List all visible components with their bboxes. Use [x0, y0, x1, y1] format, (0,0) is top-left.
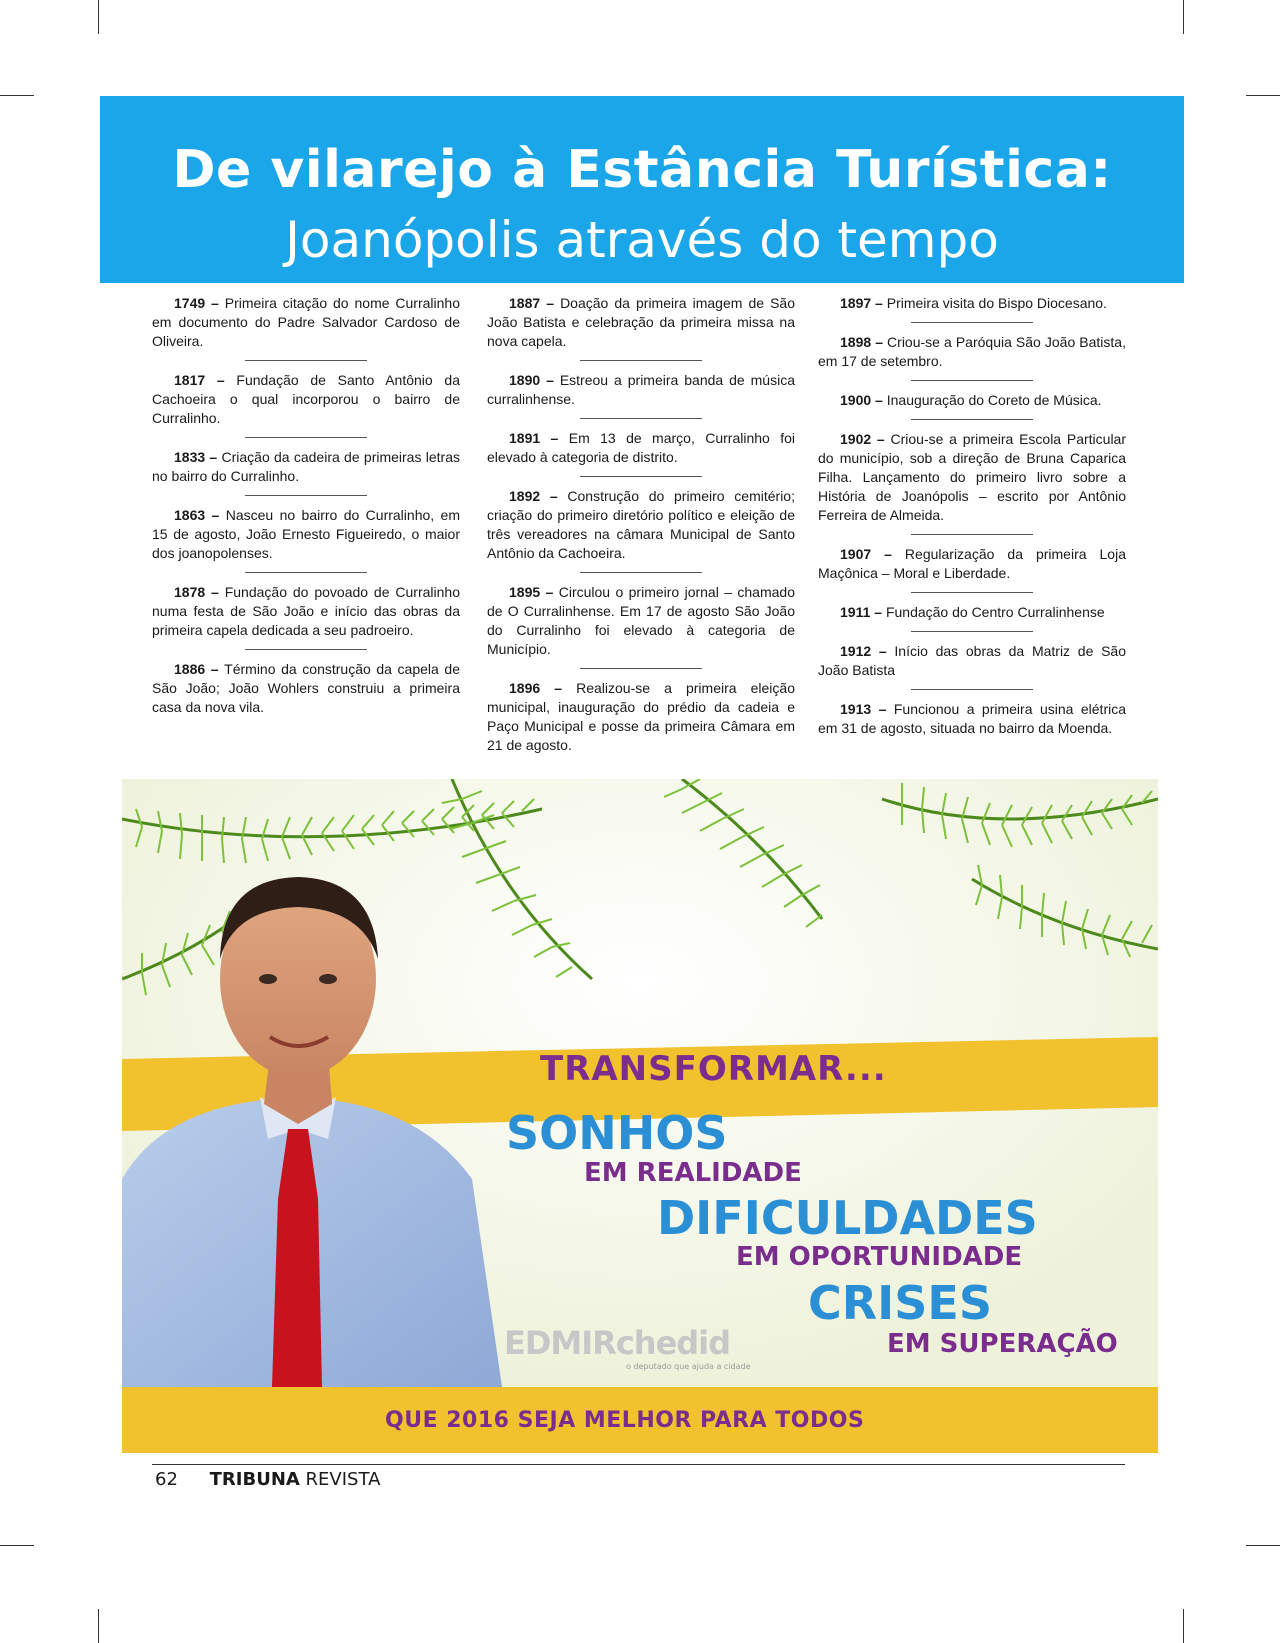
- magazine-section: REVISTA: [305, 1469, 381, 1490]
- logo-wordmark: EDMIRchedid: [504, 1324, 731, 1362]
- article-header: [100, 96, 1184, 283]
- advertisement: [122, 779, 1158, 1453]
- timeline-entry: [818, 642, 1126, 680]
- timeline-entry: [818, 603, 1126, 622]
- timeline-year: 1897 –: [840, 295, 887, 311]
- timeline-year: 1886 –: [174, 661, 224, 677]
- timeline-entry: [487, 294, 795, 351]
- entry-separator: [245, 437, 367, 438]
- ad-word-crises: CRISES: [808, 1276, 992, 1330]
- timeline-text: Primeira visita do Bispo Diocesano.: [886, 295, 1107, 311]
- timeline-text: Em 13 de março, Curralinho foi elevado à categoria de distrito.: [487, 430, 795, 465]
- timeline-entry: [152, 448, 460, 486]
- timeline-entry: [487, 371, 795, 409]
- entry-separator: [911, 419, 1033, 420]
- timeline-text: Realizou-se a primeira eleição municipal, inauguração do prédio da cadeia e Paço Municipal e posse da primeira Câmara em 21 de agosto.: [487, 680, 795, 753]
- timeline-text: Fundação do Centro Curralinhense: [885, 604, 1105, 620]
- timeline-entry: [818, 545, 1126, 583]
- timeline-year: 1892 –: [509, 488, 567, 504]
- ad-closing-line: QUE 2016 SEJA MELHOR PARA TODOS: [385, 1408, 865, 1433]
- entry-separator: [580, 418, 702, 419]
- timeline-text: Término da construção da capela de São João; João Wohlers construiu a primeira casa da nova vila.: [152, 661, 460, 715]
- timeline-entry: [818, 430, 1126, 525]
- timeline-year: 1896 –: [509, 680, 576, 696]
- timeline-entry: [818, 700, 1126, 738]
- timeline-entry: [152, 660, 460, 717]
- timeline-text: Inauguração do Coreto de Música.: [886, 392, 1102, 408]
- magazine-brand: TRIBUNA: [209, 1469, 300, 1490]
- entry-separator: [911, 631, 1033, 632]
- timeline-text: Criação da cadeira de primeiras letras no bairro do Curralinho.: [152, 449, 460, 484]
- timeline-entry: [487, 679, 795, 755]
- timeline-text: Regularização da primeira Loja Maçônica – Moral e Liberdade.: [818, 546, 1126, 581]
- timeline-text: Doação da primeira imagem de São João Batista e celebração da primeira missa na nova capela.: [487, 295, 795, 349]
- crop-mark: [1183, 1609, 1184, 1643]
- entry-separator: [245, 360, 367, 361]
- timeline-text: Nasceu no bairro do Curralinho, em 15 de agosto, João Ernesto Figueiredo, o maior dos joanopolenses.: [152, 507, 460, 561]
- entry-separator: [911, 322, 1033, 323]
- page-footer: [155, 1469, 380, 1490]
- timeline-year: 1891 –: [509, 430, 569, 446]
- crop-mark: [1246, 95, 1280, 96]
- ad-word-dificuldades: DIFICULDADES: [657, 1191, 1038, 1245]
- timeline-text: Construção do primeiro cemitério; criação do primeiro diretório político e eleição de três vereadores na câmara Municipal de Santo Antônio da Cachoeira.: [487, 488, 795, 561]
- timeline-text: Estreou a primeira banda de música curralinhense.: [487, 372, 795, 407]
- timeline-text: Criou-se a Paróquia São João Batista, em 17 de setembro.: [818, 334, 1126, 369]
- timeline-year: 1902 –: [840, 431, 891, 447]
- crop-mark: [98, 0, 99, 34]
- timeline-entry: [818, 294, 1126, 313]
- timeline-text: Fundação de Santo Antônio da Cachoeira o qual incorporou o bairro de Curralinho.: [152, 372, 460, 426]
- timeline-year: 1890 –: [509, 372, 560, 388]
- timeline-entry: [818, 391, 1126, 410]
- timeline-column-1: [152, 294, 460, 717]
- entry-separator: [245, 495, 367, 496]
- timeline-year: 1913 –: [840, 701, 894, 717]
- timeline-year: 1863 –: [174, 507, 226, 523]
- timeline-entry: [152, 583, 460, 640]
- timeline-year: 1887 –: [509, 295, 560, 311]
- crop-mark: [0, 1545, 34, 1546]
- timeline-entry: [487, 583, 795, 659]
- timeline-column-3: [818, 294, 1126, 738]
- crop-mark: [98, 1609, 99, 1643]
- ad-sub-realidade: EM REALIDADE: [584, 1158, 802, 1188]
- ad-sub-superacao: EM SUPERAÇÃO: [887, 1329, 1118, 1359]
- timeline-year: 1878 –: [174, 584, 225, 600]
- timeline-year: 1898 –: [840, 334, 887, 350]
- timeline-year: 1833 –: [174, 449, 222, 465]
- timeline-year: 1912 –: [840, 643, 894, 659]
- entry-separator: [580, 360, 702, 361]
- timeline-text: Início das obras da Matriz de São João Batista: [818, 643, 1126, 678]
- timeline-entry: [152, 371, 460, 428]
- footer-rule: [152, 1464, 1125, 1465]
- timeline-text: Funcionou a primeira usina elétrica em 31 de agosto, situada no bairro da Moenda.: [818, 701, 1126, 736]
- entry-separator: [580, 476, 702, 477]
- timeline-entry: [152, 294, 460, 351]
- timeline-year: 1749 –: [174, 295, 225, 311]
- timeline-entry: [487, 487, 795, 563]
- timeline-text: Primeira citação do nome Curralinho em documento do Padre Salvador Cardoso de Oliveira.: [152, 295, 460, 349]
- timeline-year: 1817 –: [174, 372, 236, 388]
- entry-separator: [245, 572, 367, 573]
- timeline-text: Fundação do povoado de Curralinho numa festa de São João e início das obras da primeira capela dedicada a seu padroeiro.: [152, 584, 460, 638]
- timeline-entry: [152, 506, 460, 563]
- timeline-year: 1907 –: [840, 546, 905, 562]
- entry-separator: [911, 534, 1033, 535]
- entry-separator: [911, 380, 1033, 381]
- crop-mark: [0, 95, 34, 96]
- timeline-column-2: [487, 294, 795, 755]
- timeline-year: 1911 –: [840, 604, 886, 620]
- logo-tagline: o deputado que ajuda a cidade: [626, 1362, 751, 1371]
- crop-mark: [1183, 0, 1184, 34]
- ad-headline: TRANSFORMAR...: [540, 1049, 887, 1089]
- entry-separator: [245, 649, 367, 650]
- timeline-entry: [487, 429, 795, 467]
- entry-separator: [911, 592, 1033, 593]
- article-title: De vilarejo à Estância Turística:: [172, 140, 1112, 200]
- entry-separator: [580, 668, 702, 669]
- ad-sub-oportunidade: EM OPORTUNIDADE: [736, 1242, 1023, 1272]
- timeline-year: 1900 –: [840, 392, 887, 408]
- article-subtitle: Joanópolis através do tempo: [285, 211, 999, 269]
- timeline-text: Criou-se a primeira Escola Particular do município, sob a direção de Bruna Caparica Filha. Lançamento do primeiro livro sobre a História de Joanópolis – escrito por Antônio Ferreira de Almeida.: [818, 431, 1126, 523]
- timeline-entry: [818, 333, 1126, 371]
- page-number: 62: [155, 1469, 178, 1490]
- crop-mark: [1246, 1545, 1280, 1546]
- timeline-year: 1895 –: [509, 584, 559, 600]
- entry-separator: [580, 572, 702, 573]
- timeline-text: Circulou o primeiro jornal – chamado de O Curralinhense. Em 17 de agosto São João do Curralinho foi elevado à categoria de Município.: [487, 584, 795, 657]
- entry-separator: [911, 689, 1033, 690]
- ad-word-sonhos: SONHOS: [506, 1106, 728, 1160]
- edmir-chedid-logo: [504, 1324, 754, 1374]
